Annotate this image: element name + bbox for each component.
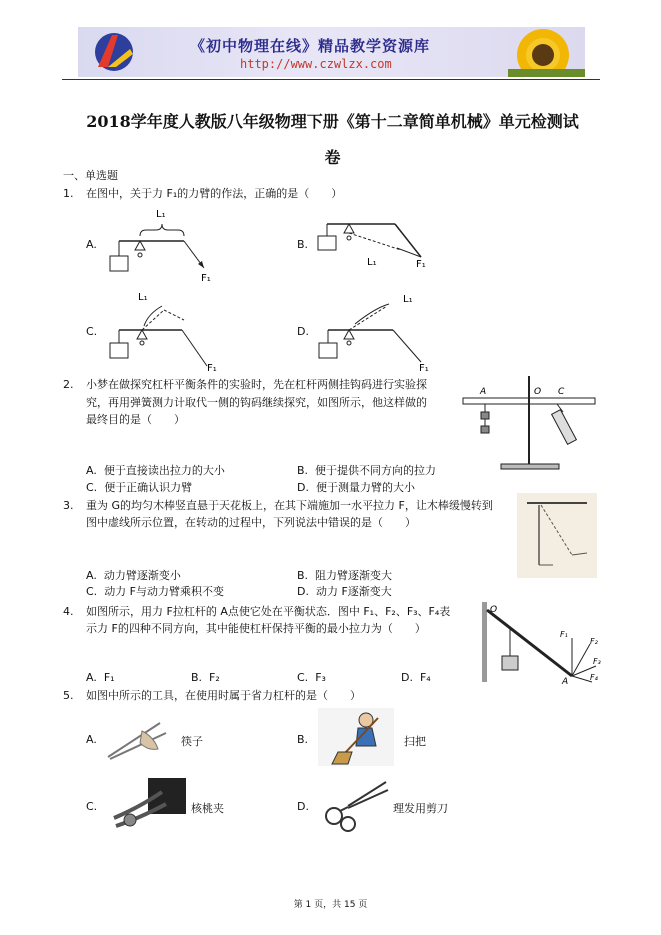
q4-option-a-label: A. xyxy=(86,671,97,684)
q2-option-b-label: B. xyxy=(297,464,309,477)
q4-label-f3: F₃ xyxy=(593,657,601,666)
document-title xyxy=(60,104,605,176)
q2-label-o: O xyxy=(534,387,542,397)
q1-figure-b[interactable] xyxy=(315,220,435,275)
q4-option-b[interactable] xyxy=(191,671,220,684)
q1-text: 在图中，关于力 F₁的力臂的作法，正确的是（ ） xyxy=(86,187,343,200)
broom-sweeping-icon xyxy=(318,708,394,766)
q5-option-d-label[interactable]: D. xyxy=(297,800,309,813)
q5-option-d-text: 理发用剪刀 xyxy=(393,802,448,815)
q4-option-c-label: C. xyxy=(297,671,309,684)
q4-number: 4. xyxy=(63,605,74,618)
q2-option-c-label: C. xyxy=(86,481,98,494)
q2-option-d-label: D. xyxy=(297,481,309,494)
site-logo-icon xyxy=(95,33,133,71)
q2-number: 2. xyxy=(63,378,74,391)
q1-number: 1. xyxy=(63,187,74,200)
q1-figure-d[interactable] xyxy=(315,288,440,373)
q4-option-c[interactable] xyxy=(297,671,326,684)
q4-label-f2: F₂ xyxy=(590,637,598,646)
q3-option-d[interactable] xyxy=(297,583,392,599)
q3-option-b-text: 阻力臂逐渐变大 xyxy=(315,569,393,582)
q3-option-b-label: B. xyxy=(297,569,309,582)
q3-line-1: 重为 G的均匀木棒竖直悬于天花板上，在其下端施加一水平拉力 F，让木棒缓慢转到 xyxy=(86,499,493,512)
q1-option-a-label[interactable]: A. xyxy=(86,238,97,251)
q4-option-b-label: B. xyxy=(191,671,203,684)
q4-figure-lever xyxy=(480,600,605,685)
q5-option-b-text: 扫把 xyxy=(404,735,426,748)
q1d-arm-label: L₁ xyxy=(403,294,413,305)
q1c-force-label: F₁ xyxy=(207,363,217,373)
q1d-force-label: F₁ xyxy=(419,363,429,373)
q3-option-c[interactable] xyxy=(86,583,224,599)
section-heading: 一、单选题 xyxy=(63,169,118,182)
q1-figure-c[interactable] xyxy=(104,288,229,373)
q4-line-1: 如图所示，用力 F拉杠杆的 A点使它处在平衡状态．图中 F₁、F₂、F₃、F₄表 xyxy=(86,605,451,618)
q2-option-a-text: 便于直接读出拉力的大小 xyxy=(103,464,225,477)
q1a-arm-label: L₁ xyxy=(156,209,166,220)
scissors-icon xyxy=(318,778,390,834)
q3-option-c-label: C. xyxy=(86,585,98,598)
q5-option-c-label[interactable]: C. xyxy=(86,800,98,813)
q5-number: 5. xyxy=(63,689,74,702)
q5-option-a-label[interactable]: A. xyxy=(86,733,97,746)
q5-text: 如图中所示的工具，在使用时属于省力杠杆的是（ ） xyxy=(86,689,361,702)
page-footer: 第 1 页，共 15 页 xyxy=(293,900,368,910)
q1-option-d-label[interactable]: D. xyxy=(297,325,309,338)
q1a-force-label: F₁ xyxy=(201,273,211,284)
q3-number: 3. xyxy=(63,499,74,512)
q2-option-c[interactable] xyxy=(86,479,192,495)
title-line-1: 2018学年度人教版八年级物理下册《第十二章简单机械》单元检测试 xyxy=(86,112,579,131)
q2-option-b-text: 便于提供不同方向的拉力 xyxy=(315,464,437,477)
nutcracker-icon xyxy=(108,778,186,834)
q4-label-a: A xyxy=(562,677,569,685)
q2-option-a[interactable] xyxy=(86,462,225,478)
q2-option-d-text: 便于测量力臂的大小 xyxy=(315,481,415,494)
q4-option-d[interactable] xyxy=(401,671,431,684)
q2-label-c: C xyxy=(558,387,565,397)
q4-option-d-label: D. xyxy=(401,671,413,684)
chopsticks-icon xyxy=(102,715,174,763)
q2-figure-lever-stand xyxy=(457,376,602,476)
q2-line-2: 究，再用弹簧测力计取代一侧的钩码继续探究，如图所示，他这样做的 xyxy=(86,396,427,409)
banner-url[interactable]: http://www.czwlzx.com xyxy=(240,57,392,71)
q4-option-c-text: F₃ xyxy=(315,671,326,684)
header-rule xyxy=(62,79,600,80)
q3-option-a-text: 动力臂逐渐变小 xyxy=(103,569,181,582)
q2-line-3: 最终目的是（ ） xyxy=(86,413,185,426)
q4-option-b-text: F₂ xyxy=(209,671,220,684)
q1b-force-label: F₁ xyxy=(416,259,426,270)
q3-line-2: 图中虚线所示位置，在转动的过程中，下列说法中错误的是（ ） xyxy=(86,516,416,529)
banner-title: 《初中物理在线》精品教学资源库 xyxy=(190,37,431,55)
q2-option-d[interactable] xyxy=(297,479,415,495)
q1-option-c-label[interactable]: C. xyxy=(86,325,98,338)
q3-option-d-label: D. xyxy=(297,585,309,598)
q4-line-2: 示力 F的四种不同方向，其中能使杠杆保持平衡的最小拉力为（ ） xyxy=(86,622,426,635)
sunflower-icon xyxy=(508,29,585,77)
q3-option-a[interactable] xyxy=(86,567,181,583)
q4-option-a-text: F₁ xyxy=(103,671,115,684)
q3-option-c-text: 动力 F与动力臂乘积不变 xyxy=(104,585,225,598)
q5-option-c-text: 核桃夹 xyxy=(191,802,224,815)
q2-label-a: A xyxy=(480,387,487,397)
q1b-arm-label: L₁ xyxy=(367,257,377,268)
q1-figure-a[interactable] xyxy=(104,204,224,284)
q5-option-a-text: 筷子 xyxy=(181,735,203,748)
q5-option-b-label[interactable]: B. xyxy=(297,733,309,746)
q1-option-b-label[interactable]: B. xyxy=(297,238,309,251)
q4-label-o: O xyxy=(490,605,498,615)
header-banner xyxy=(78,27,585,77)
q2-option-c-text: 便于正确认识力臂 xyxy=(104,481,193,494)
q3-option-d-text: 动力 F逐渐变大 xyxy=(315,585,392,598)
q1c-arm-label: L₁ xyxy=(138,292,148,303)
q2-option-a-label: A. xyxy=(86,464,97,477)
q4-label-f4: F₄ xyxy=(590,673,598,682)
q4-option-d-text: F₄ xyxy=(419,671,431,684)
q3-figure-rod xyxy=(517,493,597,578)
q2-line-1: 小梦在做探究杠杆平衡条件的实验时，先在杠杆两侧挂钩码进行实验探 xyxy=(86,378,427,391)
title-line-2: 卷 xyxy=(324,148,341,167)
q4-label-f1: F₁ xyxy=(560,630,568,639)
q4-option-a[interactable] xyxy=(86,671,115,684)
q2-option-b[interactable] xyxy=(297,462,436,478)
q3-option-b[interactable] xyxy=(297,567,392,583)
q3-option-a-label: A. xyxy=(86,569,97,582)
